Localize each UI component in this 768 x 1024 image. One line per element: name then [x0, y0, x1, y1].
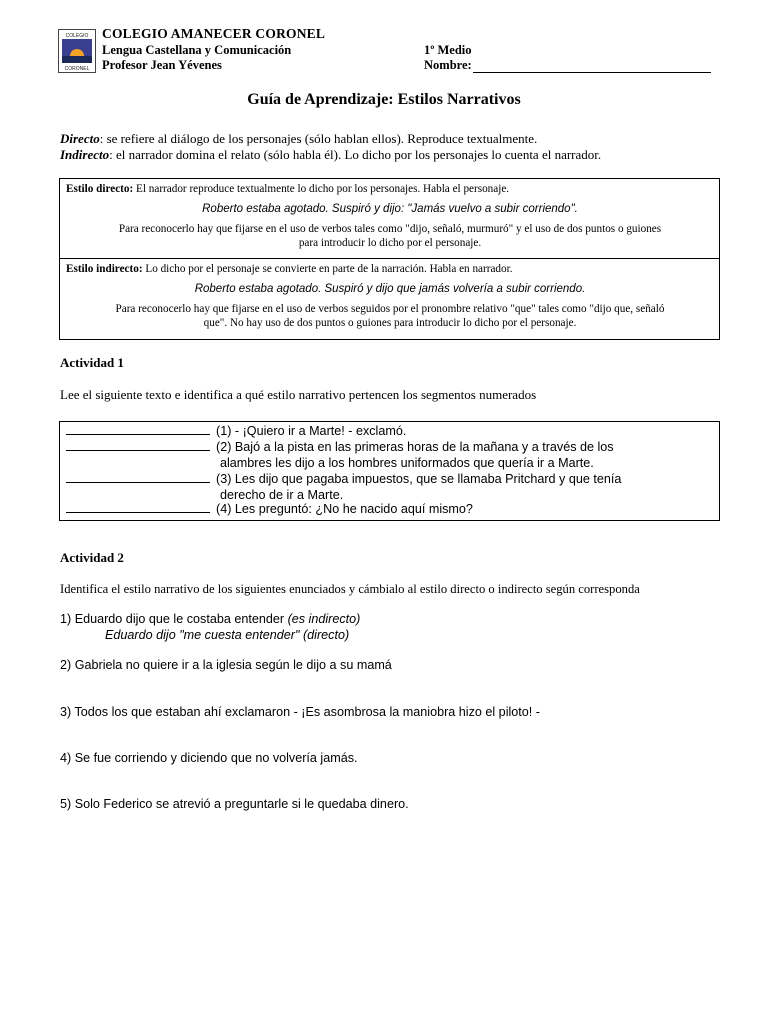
- activity2-instruction: Identifica el estilo narrativo de los siguientes enunciados y cámbialo al estilo directo o indirecto según corresponda: [60, 582, 640, 596]
- grade-level: 1º Medio: [424, 43, 472, 57]
- logo-text-top: COLEGIO: [65, 33, 89, 39]
- exercise-1: [60, 612, 360, 626]
- direct-style-text: El narrador reproduce textualmente lo dicho por los personajes. Habla el personaje.: [133, 183, 510, 195]
- direct-style-hint-1: Para reconocerlo hay que fijarse en el uso de verbos tales como "dijo, señaló, murmuró" y el uso de dos puntos o guiones: [118, 223, 662, 235]
- segment-2-continuation: alambres les dijo a los hombres uniformados que quería ir a Marte.: [220, 456, 594, 470]
- definition-direct-text: : se refiere al diálogo de los personajes (sólo hablan ellos). Reproduce textualmente.: [99, 131, 538, 146]
- definition-indirect-term: Indirecto: [60, 147, 110, 162]
- indirect-style-hint-1: Para reconocerlo hay que fijarse en el uso de verbos seguidos por el pronombre relativo "que" tales como "dijo que, señaló: [115, 303, 665, 315]
- answer-blank-3[interactable]: [66, 471, 210, 483]
- school-logo: [58, 29, 96, 73]
- indirect-style-description: [66, 262, 513, 276]
- definition-indirect-text: : el narrador domina el relato (sólo habla él). Lo dicho por los personajes lo cuenta el narrador.: [109, 147, 602, 162]
- name-blank-line[interactable]: [473, 60, 711, 73]
- logo-text-bottom: CORONEL: [64, 66, 90, 72]
- segment-2-text: (2) Bajó a la pista en las primeras horas de la mañana y a través de los: [216, 440, 614, 454]
- segment-3-continuation: derecho de ir a Marte.: [220, 488, 344, 502]
- definition-indirect: [60, 147, 601, 163]
- direct-style-description: [66, 182, 509, 196]
- teacher-name: Profesor Jean Yévenes: [102, 58, 222, 72]
- school-name: COLEGIO AMANECER CORONEL: [102, 26, 326, 41]
- direct-style-label: Estilo directo:: [66, 183, 134, 195]
- name-label: Nombre:: [424, 58, 472, 72]
- exercise-1-text: 1) Eduardo dijo que le costaba entender: [60, 612, 288, 626]
- answer-blank-4[interactable]: [66, 501, 210, 513]
- segment-3-text: (3) Les dijo que pagaba impuestos, que se llamaba Pritchard y que tenía: [216, 472, 622, 486]
- segment-row-3: [66, 471, 621, 487]
- activity1-instruction: Lee el siguiente texto e identifica a qué estilo narrativo pertencen los segmentos numerados: [60, 387, 537, 402]
- segment-row-2: [66, 439, 614, 455]
- exercise-4: 4) Se fue corriendo y diciendo que no volvería jamás.: [60, 751, 358, 765]
- answer-blank-1[interactable]: [66, 423, 210, 435]
- direct-style-hint-2: para introducir lo dicho por el personaje.: [298, 237, 482, 249]
- indirect-style-label: Estilo indirecto:: [66, 263, 143, 275]
- indirect-style-text: Lo dicho por el personaje se convierte en parte de la narración. Habla en narrador.: [142, 263, 513, 275]
- page-title: Guía de Aprendizaje: Estilos Narrativos: [247, 91, 521, 108]
- logo-emblem: [59, 30, 95, 72]
- segment-row-1: [66, 423, 406, 439]
- activity1-heading: Actividad 1: [60, 355, 124, 370]
- exercise-1-answer: Eduardo dijo "me cuesta entender" (directo): [105, 628, 350, 642]
- subject-name: Lengua Castellana y Comunicación: [102, 43, 292, 57]
- indirect-style-hint-2: que". No hay uso de dos puntos o guiones para introducir lo dicho por el personaje.: [203, 317, 577, 329]
- segment-1-text: (1) - ¡Quiero ir a Marte! - exclamó.: [216, 424, 407, 438]
- exercise-3: 3) Todos los que estaban ahí exclamaron - ¡Es asombrosa la maniobra hizo el piloto! -: [60, 705, 540, 719]
- exercise-2: 2) Gabriela no quiere ir a la iglesia según le dijo a su mamá: [60, 658, 392, 672]
- activity2-heading: Actividad 2: [60, 550, 124, 565]
- answer-blank-2[interactable]: [66, 439, 210, 451]
- direct-style-example: Roberto estaba agotado. Suspiró y dijo: "Jamás vuelvo a subir corriendo".: [202, 203, 578, 215]
- segment-4-text: (4) Les preguntó: ¿No he nacido aquí mismo?: [216, 502, 473, 516]
- exercise-1-note: (es indirecto): [287, 612, 361, 626]
- exercise-5: 5) Solo Federico se atrevió a preguntarle si le quedaba dinero.: [60, 797, 409, 811]
- definition-direct-term: Directo: [60, 131, 100, 146]
- logo-ground: [62, 56, 92, 63]
- student-name-field[interactable]: [424, 57, 711, 73]
- segment-row-4: [66, 501, 473, 517]
- definition-direct: [60, 131, 537, 147]
- box-divider: [59, 258, 720, 259]
- indirect-style-example: Roberto estaba agotado. Suspiró y dijo que jamás volvería a subir corriendo.: [194, 283, 586, 295]
